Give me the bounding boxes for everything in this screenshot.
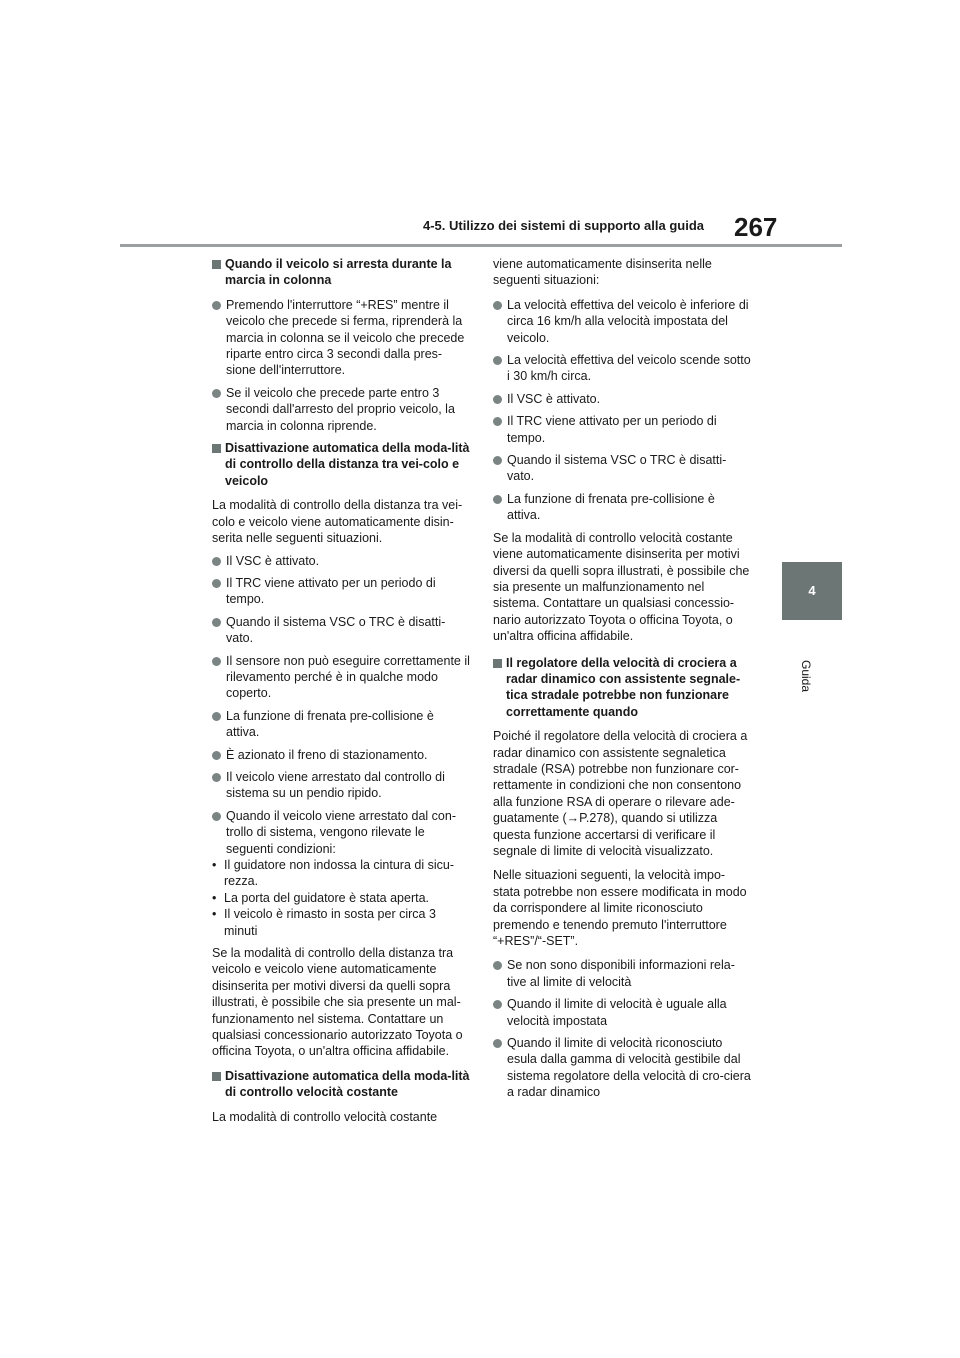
bullet-item [493, 297, 751, 346]
sub-bullet-text: Il veicolo è rimasto in sosta per circa 3 minuti [224, 907, 436, 938]
sub-bullet-text: Il guidatore non indossa la cintura di sicu-rezza. [224, 858, 454, 889]
circle-bullet-icon [493, 395, 502, 404]
circle-bullet-icon [212, 618, 221, 627]
sub-bullet-marker: • [212, 890, 217, 905]
bullet-text: Quando il sistema VSC o TRC è disatti-vato. [507, 453, 727, 484]
section-heading-text: Disattivazione automatica della moda-lità di controllo velocità costante [225, 1068, 470, 1100]
chapter-label [797, 660, 827, 700]
square-bullet-icon [493, 659, 502, 668]
bullet-text: Se il veicolo che precede parte entro 3 secondi dall'arresto del proprio veicolo, la marcia in colonna riprende. [226, 385, 455, 433]
bullet-text: È azionato il freno di stazionamento. [226, 747, 428, 762]
paragraph: Poiché il regolatore della velocità di crociera a radar dinamico con assistente segnaletica stradale (RSA) potrebbe non funzionare cor-rettamente in condizioni che non consentono alla funzione RSA di operare o rilevare ade-guatamente (→P.278), quando si utilizza questa funzione accertarsi di verificare il segnale di limite di velocità visualizzato. [493, 729, 748, 858]
chapter-tab[interactable]: 4 [782, 562, 842, 620]
bullet-item [212, 808, 470, 857]
section-heading-text: Quando il veicolo si arresta durante la marcia in colonna [225, 257, 452, 288]
paragraph: La modalità di controllo della distanza tra vei-colo e veicolo viene automaticamente disin-serita nelle seguenti situazioni. [212, 498, 463, 546]
bullet-item [493, 1035, 751, 1101]
section-heading [212, 440, 470, 489]
circle-bullet-icon [212, 751, 221, 760]
circle-bullet-icon [493, 1039, 502, 1048]
circle-bullet-icon [212, 657, 221, 666]
bullet-text: Il VSC è attivato. [507, 391, 601, 406]
bullet-item [212, 708, 470, 741]
bullet-text: Il sensore non può eseguire correttamente il rilevamento perché è in qualche modo coperto. [226, 653, 470, 701]
right-column [493, 256, 751, 1107]
circle-bullet-icon [212, 812, 221, 821]
bullet-text: Quando il limite di velocità è uguale alla velocità impostata [507, 997, 727, 1028]
sub-bullet-marker: • [212, 858, 217, 872]
bullet-item [493, 491, 751, 524]
bullet-item [493, 957, 751, 990]
sub-bullet-item [212, 857, 470, 890]
sub-bullet-item [212, 890, 470, 906]
section-heading-text: Disattivazione automatica della moda-lità di controllo della distanza tra vei-colo e veicolo [225, 441, 470, 488]
paragraph: Se la modalità di controllo velocità costante viene automaticamente disinserita per motivi diversi da quelli sopra illustrati, è possibile che sia presente un malfunzionamento nel sistema. Contattare un qualsiasi concessio-nario autorizzato Toyota o officina Toyota, o un'altra officina affidabile. [493, 530, 750, 644]
sub-bullet-marker: • [212, 907, 217, 922]
square-bullet-icon [212, 444, 221, 453]
circle-bullet-icon [493, 356, 502, 365]
left-column [212, 256, 470, 1131]
circle-bullet-icon [212, 579, 221, 588]
bullet-text: Il VSC è attivato. [226, 553, 320, 568]
sub-bullet-text: La porta del guidatore è stata aperta. [224, 890, 430, 905]
bullet-item [493, 391, 751, 407]
bullet-item [212, 747, 470, 763]
bullet-item [493, 413, 751, 446]
bullet-text: Il TRC viene attivato per un periodo di tempo. [226, 575, 436, 607]
circle-bullet-icon [212, 712, 221, 721]
chapter-label-text: Guida [799, 660, 813, 693]
section-heading [212, 1068, 470, 1101]
bullet-item [493, 352, 751, 385]
bullet-item [493, 452, 751, 485]
bullet-item [212, 297, 470, 379]
bullet-text: Quando il sistema VSC o TRC è disatti-vato. [226, 614, 446, 646]
bullet-text: La funzione di frenata pre-collisione è attiva. [226, 708, 434, 740]
paragraph: Nelle situazioni seguenti, la velocità impo-stata potrebbe non essere modificata in modo da corrispondere al limite riconosciuto premendo e tenendo premuto l'interruttore “+RES”/“-SET”. [493, 868, 747, 949]
bullet-text: La funzione di frenata pre-collisione è attiva. [507, 491, 715, 523]
bullet-item [212, 385, 470, 434]
bullet-text: La velocità effettiva del veicolo scende sotto i 30 km/h circa. [507, 353, 751, 384]
circle-bullet-icon [212, 557, 221, 566]
bullet-text: Quando il limite di velocità riconosciuto esula dalla gamma di velocità gestibile dal sistema regolatore della velocità di cro-ciera a radar dinamico [507, 1036, 751, 1100]
bullet-item [493, 996, 751, 1029]
section-header-title: 4-5. Utilizzo dei sistemi di supporto alla guida [423, 218, 704, 233]
circle-bullet-icon [212, 301, 221, 310]
section-heading [212, 256, 470, 289]
bullet-text: Il veicolo viene arrestato dal controllo di sistema su un pendio ripido. [226, 769, 445, 801]
bullet-text: La velocità effettiva del veicolo è inferiore di circa 16 km/h alla velocità impostata del veicolo. [507, 297, 749, 345]
circle-bullet-icon [493, 417, 502, 426]
circle-bullet-icon [493, 961, 502, 970]
sub-bullet-item [212, 906, 470, 939]
bullet-text: Premendo l'interruttore “+RES” mentre il veicolo che precede si ferma, riprenderà la marcia in colonna se il veicolo che precede riparte entro circa 3 secondi dalla pres-sione dell'interruttore. [226, 297, 465, 378]
section-heading-text: Il regolatore della velocità di crociera a radar dinamico con assistente segnale-tica stradale potrebbe non funzionare correttamente quando [506, 655, 741, 719]
bullet-text: Se non sono disponibili informazioni rela-tive al limite di velocità [507, 958, 735, 989]
circle-bullet-icon [212, 773, 221, 782]
header-rule [120, 244, 842, 247]
circle-bullet-icon [493, 456, 502, 465]
square-bullet-icon [212, 1072, 221, 1081]
bullet-text: Quando il veicolo viene arrestato dal con-trollo di sistema, vengono rilevate le seguenti condizioni: [226, 808, 456, 856]
bullet-text: Il TRC viene attivato per un periodo di tempo. [507, 414, 717, 445]
paragraph: Se la modalità di controllo della distanza tra veicolo e veicolo viene automaticamente disinserita per motivi diversi da quelli sopra illustrati, è possibile che sia presente un mal-funzionamento nel sistema. Contattare un qualsiasi concessionario autorizzato Toyota o officina Toyota, o un'altra officina affidabile. [212, 946, 463, 1059]
page-number: 267 [734, 212, 778, 242]
circle-bullet-icon [493, 1000, 502, 1009]
bullet-item [212, 769, 470, 802]
circle-bullet-icon [493, 495, 502, 504]
section-heading [493, 655, 751, 721]
square-bullet-icon [212, 260, 221, 269]
paragraph: La modalità di controllo velocità costante [212, 1109, 438, 1124]
bullet-item [212, 614, 470, 647]
bullet-item [212, 575, 470, 608]
circle-bullet-icon [493, 301, 502, 310]
bullet-item [212, 553, 470, 569]
bullet-item [212, 653, 470, 702]
circle-bullet-icon [212, 389, 221, 398]
paragraph: viene automaticamente disinserita nelle seguenti situazioni: [493, 257, 712, 288]
